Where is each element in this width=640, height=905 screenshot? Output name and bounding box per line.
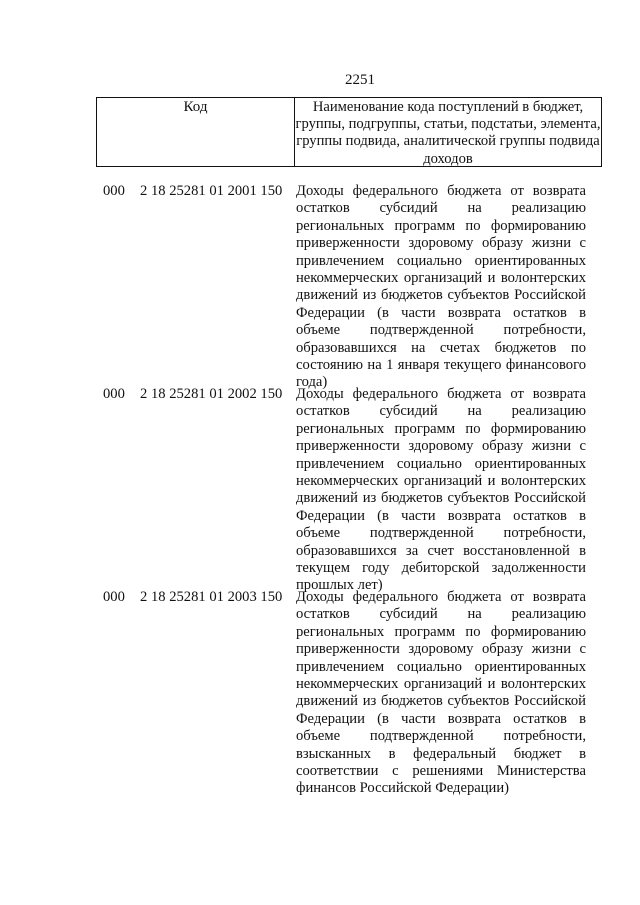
row-admin-code: 000 xyxy=(103,589,125,605)
page-number: 2251 xyxy=(345,72,375,88)
row-revenue-code: 2 18 25281 01 2002 150 xyxy=(140,386,283,402)
header-name-column: Наименование кода поступлений в бюджет, группы, подгруппы, статьи, подстатьи, элемента, группы подвида, аналитической группы подвида доходов xyxy=(295,99,601,167)
row-revenue-code: 2 18 25281 01 2001 150 xyxy=(140,183,283,199)
row-admin-code: 000 xyxy=(103,183,125,199)
header-code-column: Код xyxy=(97,98,295,166)
row-revenue-code: 2 18 25281 01 2003 150 xyxy=(140,589,283,605)
row-description: Доходы федерального бюджета от возврата остатков субсидий на реализацию региональных программ по формированию приверженности здоровому образу жизни с привлечением социально ориентированных некоммерческих организаций и волонтерских движений из бюджетов субъектов Российской Федерации (в части возврата остатков в объеме подтвержденной потребности, образовавшихся на счетах бюджетов по состоянию на 1 января текущего финансового года) xyxy=(296,183,586,391)
row-description: Доходы федерального бюджета от возврата остатков субсидий на реализацию региональных программ по формированию приверженности здоровому образу жизни с привлечением социально ориентированных некоммерческих организаций и волонтерских движений из бюджетов субъектов Российской Федерации (в части возврата остатков в объеме подтвержденной потребности, образовавшихся за счет восстановленной в текущем году дебиторской задолженности прошлых лет) xyxy=(296,386,586,594)
row-admin-code: 000 xyxy=(103,386,125,402)
row-description: Доходы федерального бюджета от возврата остатков субсидий на реализацию региональных программ по формированию приверженности здоровому образу жизни с привлечением социально ориентированных некоммерческих организаций и волонтерских движений из бюджетов субъектов Российской Федерации (в части возврата остатков в объеме подтвержденной потребности, взысканных в федеральный бюджет в соответствии с решениями Министерства финансов Российской Федерации) xyxy=(296,589,586,797)
table-header xyxy=(96,97,602,167)
